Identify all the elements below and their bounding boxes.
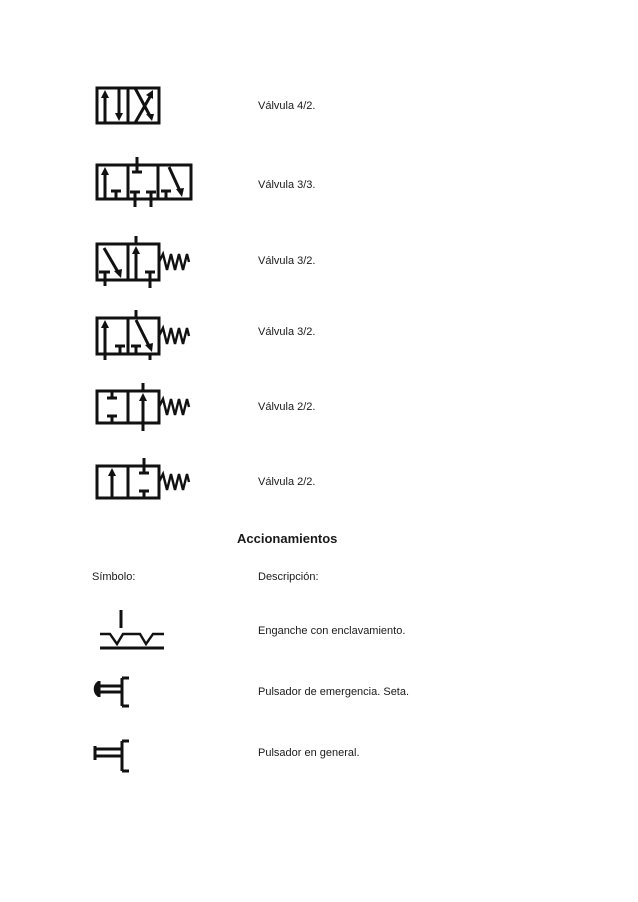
emergency-mushroom-button-symbol [90,674,140,710]
valve-2-2-a-symbol [94,383,194,431]
valve-4-2-label: Válvula 4/2. [258,100,316,112]
description-column-header: Descripción: [258,571,319,583]
symbol-column-header: Símbolo: [92,571,136,583]
valve-3-2-b-label: Válvula 3/2. [258,326,316,338]
valve-3-2-b-symbol [94,310,194,360]
valve-2-2-a-label: Válvula 2/2. [258,401,316,413]
valve-4-2-symbol [94,86,164,126]
latch-detent-symbol [98,610,168,654]
valve-3-3-label: Válvula 3/3. [258,179,316,191]
push-button-symbol [90,738,140,774]
valve-3-2-a-label: Válvula 3/2. [258,255,316,267]
actuation-label-latch: Enganche con enclavamiento. [258,625,406,637]
valve-3-3-symbol [94,155,194,211]
valve-2-2-b-label: Válvula 2/2. [258,476,316,488]
actuation-label-push-button: Pulsador en general. [258,747,360,759]
valve-3-2-a-symbol [94,236,194,288]
actuation-label-emergency: Pulsador de emergencia. Seta. [258,686,410,698]
actuations-heading: Accionamientos [237,531,338,546]
valve-2-2-b-symbol [94,458,194,506]
